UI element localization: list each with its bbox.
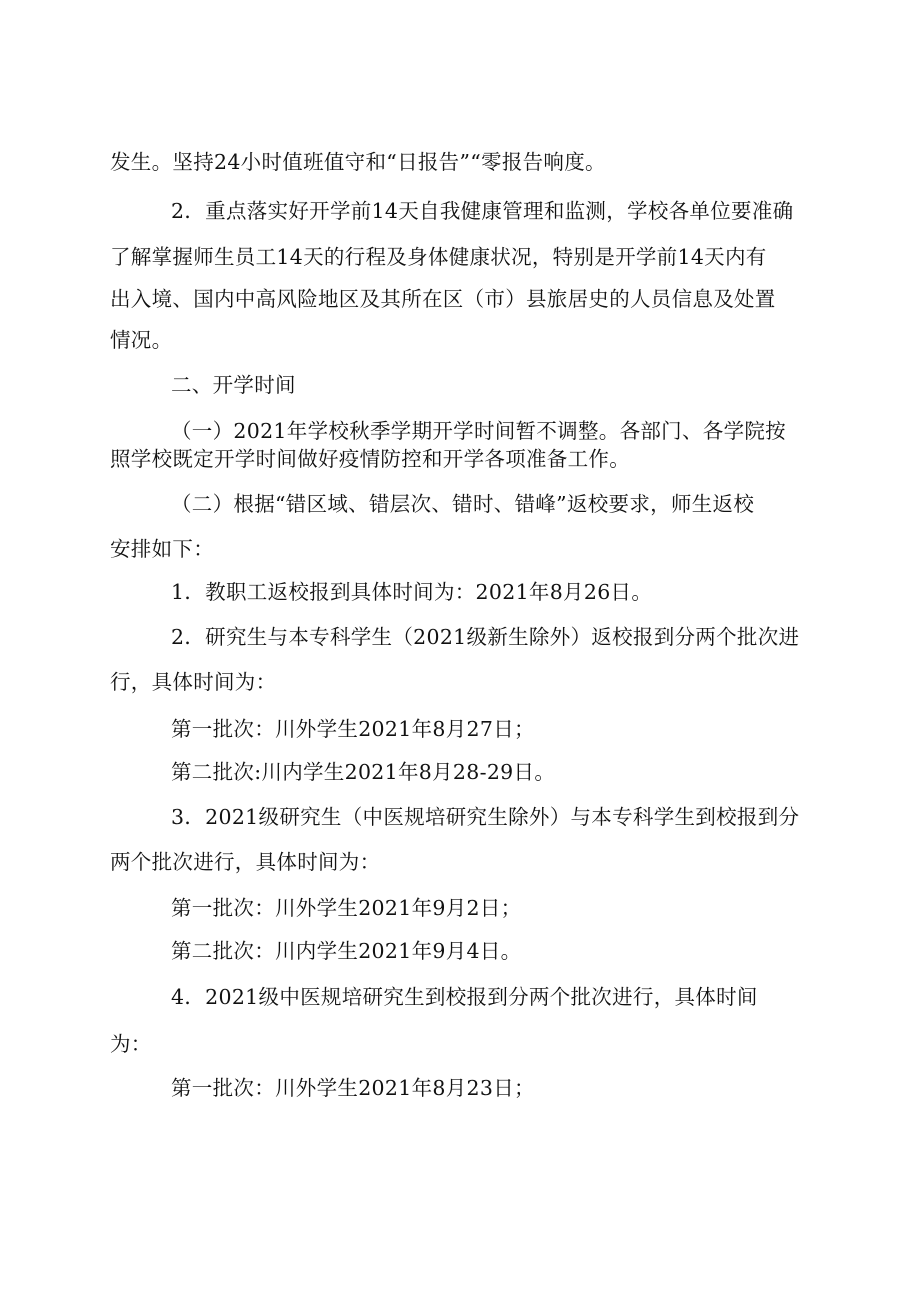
text-line: 第二批次:川内学生2021年8月28-29日。 — [171, 760, 556, 784]
text-line: 第一批次：川外学生2021年8月23日； — [171, 1076, 535, 1100]
text-line: 两个批次进行，具体时间为： — [110, 850, 381, 874]
text-line: 1．教职工返校报到具体时间为：2021年8月26日。 — [171, 580, 653, 604]
text-line: 2．研究生与本专科学生（2021级新生除外）返校报到分两个批次进 — [171, 625, 800, 649]
text-line: 第一批次：川外学生2021年8月27日； — [171, 717, 535, 741]
text-line: 4．2021级中医规培研究生到校报到分两个批次进行，具体时间 — [171, 985, 758, 1009]
text-line: 为： — [110, 1032, 152, 1056]
text-line: 出入境、国内中高风险地区及其所在区（市）县旅居史的人员信息及处置 — [110, 287, 776, 311]
text-line: 2．重点落实好开学前14天自我健康管理和监测，学校各单位要准确 — [171, 199, 794, 223]
text-line: 行，具体时间为： — [110, 670, 277, 694]
text-line: 照学校既定开学时间做好疫情防控和开学各项准备工作。 — [110, 447, 630, 471]
section-heading: 二、开学时间 — [171, 373, 296, 397]
text-line: 第一批次：川外学生2021年9月2日； — [171, 896, 522, 920]
text-line: 3．2021级研究生（中医规培研究生除外）与本专科学生到校报到分 — [171, 805, 800, 829]
text-line: （一）2021年学校秋季学期开学时间暂不调整。各部门、各学院按 — [171, 419, 786, 443]
text-line: 发生。坚持24小时值班值守和“日报告”“零报告响度。 — [110, 150, 606, 174]
text-line: 第二批次：川内学生2021年9月4日。 — [171, 939, 522, 963]
text-line: 情况。 — [110, 328, 173, 352]
text-line: （二）根据“错区域、错层次、错时、错峰”返校要求，师生返校 — [171, 492, 755, 516]
text-line: 了解掌握师生员工14天的行程及身体健康状况，特别是开学前14天内有 — [110, 245, 767, 269]
text-line: 安排如下： — [110, 537, 214, 561]
